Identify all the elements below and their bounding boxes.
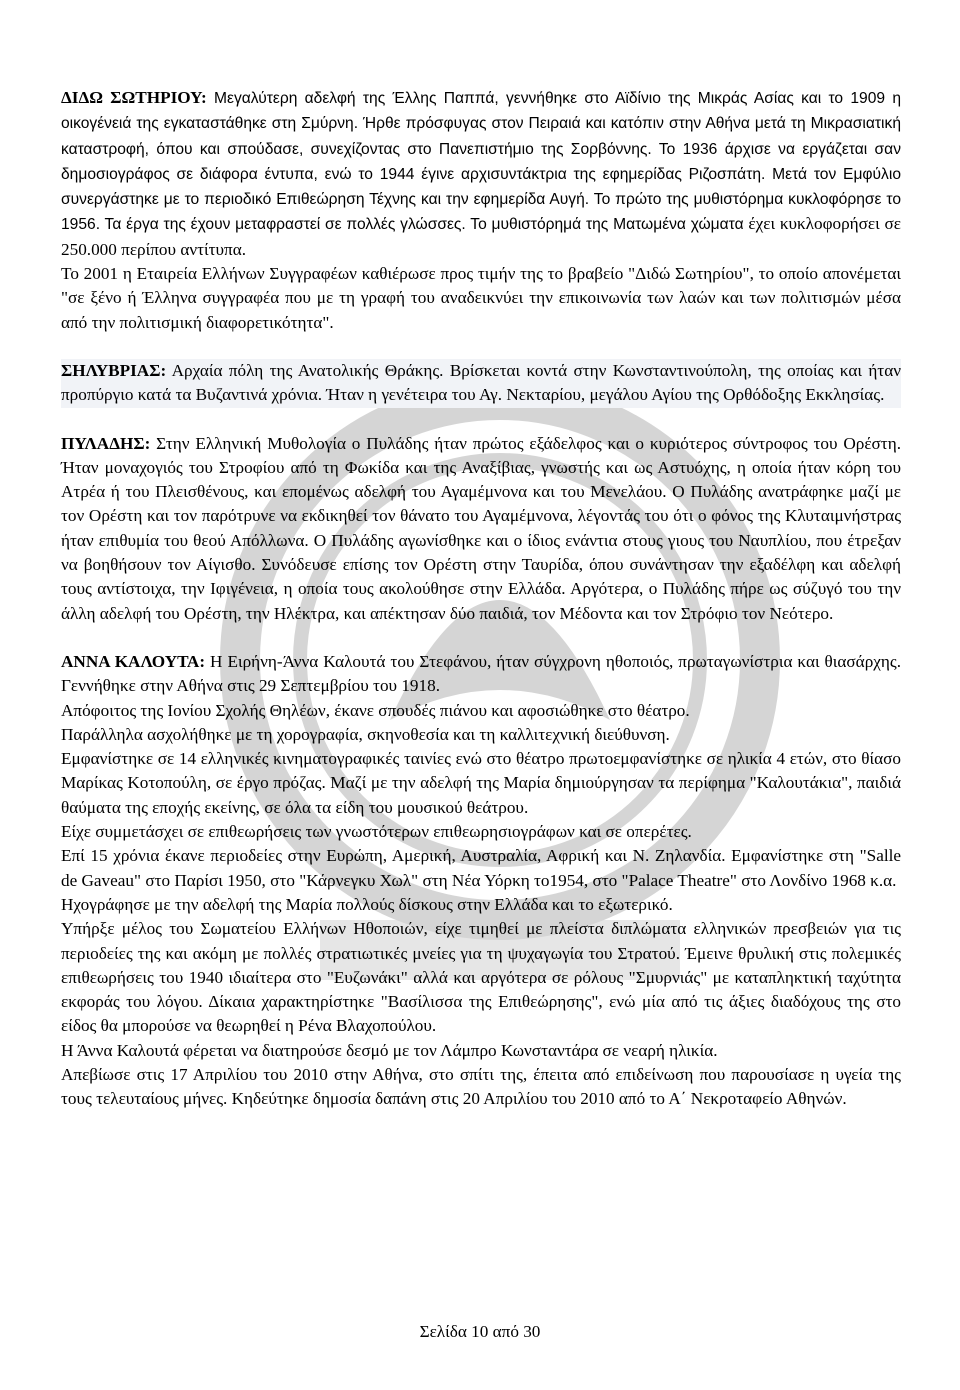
document-body [61,86,901,1136]
entry-paragraph: Είχε συμμετάσχει σε επιθεωρήσεις των γνωστότερων επιθεωρησιογράφων και σε οπερέτες. [61,822,692,842]
entry-text: Μεγαλύτερη αδελφή της Έλλης Παππά, γεννήθηκε στο Αϊδίνιο της Μικράς Ασίας και το 1909 η οικογένειά της εγκαταστάθηκε στη Σμύρνη. Ήρθε πρόσφυγας στον Πειραιά και κατόπιν στην Αθήνα μετά τη Μικρασιατική καταστροφή, όπου και σπούδασε, συνεχίζοντας στο Πανεπιστήμιο της Σορβόννης. Το 1936 άρχισε να εργάζεται σαν δημοσιογράφος σε διάφορα έντυπα, ενώ το 1944 έγινε αρχισυντάκτρια της εφημερίδας Ριζοσπάτη. Μετά τον Εμφύλιο συνεργάστηκε με το περιοδικό Επιθεώρηση Τέχνης και την εφημερίδα Αυγή. Το πρώτο της μυθιστόρημα κυκλοφόρησε το 1956. Τα έργα της έχουν μεταφραστεί σε πολλές γλώσσες. Το μυθιστόρημά της Ματωμένα χώματα [61,90,901,234]
entry-text: Η Ειρήνη-Άννα Καλουτά του Στεφάνου, ήταν σύγχρονη ηθοποιός, πρωταγωνίστρια και θιασάρχης. Γεννήθηκε στην Αθήνα στις 29 Σεπτεμβρίου του 1918. [61,651,901,696]
entry-paragraph [61,650,901,699]
page-footer: Σελίδα 10 από 30 [419,1322,541,1341]
entry-anna-kalouta [61,650,901,1112]
entry-silyvrias [61,359,901,408]
entry-pyladis [61,432,901,626]
entry-heading: ΔΙΔΩ ΣΩΤΗΡΙΟΥ: [61,88,207,107]
entry-heading: ΠΥΛΑΔΗΣ: [61,433,151,453]
entry-paragraph: Παράλληλα ασχολήθηκε με τη χορογραφία, σκηνοθεσία και τη καλλιτεχνική διεύθυνση. [61,724,670,744]
entry-paragraph: Απεβίωσε στις 17 Απριλίου του 2010 στην Αθήνα, στο σπίτι της, έπειτα από επιδείνωση που παρουσίασε η υγεία της τους τελευταίους μήνες. Κηδεύτηκε δημοσία δαπάνη στις 20 Απριλίου του 2010 από το Α΄ Νεκροταφείο Αθηνών. [61,1064,901,1109]
entry-paragraph: Εμφανίστηκε σε 14 ελληνικές κινηματογραφικές ταινίες ενώ στο θέατρο πρωτοεμφανίστηκε σε ηλικία 4 ετών, στο θίασο Μαρίκας Κοτοπούλη, σε έργο πρόζας. Μαζί με την αδελφή της Μαρία δημιούργησαν τα περίφημα "Καλουτάκια", παιδιά θαύματα της εποχής εκείνης, σε όλα τα είδη του μουσικού θεάτρου. [61,749,901,817]
entry-text: Στην Ελληνική Μυθολογία ο Πυλάδης ήταν πρώτος εξάδελφος και ο κυριότερος σύντροφος του Ορέστη. Ήταν μοναχογιός του Στροφίου από τη Φωκίδα και της Αναξίβιας, γνωστής και ως Αστυόχης, η οποία ήταν κόρη του Ατρέα ή του Πλεισθένους, και επομένως αδελφή του Αγαμέμνονα και του Μενελάου. Ο Πυλάδης ανατράφηκε μαζί με τον Ορέστη και τον παρότρυνε να εκδικηθεί τον θάνατο του Αγαμέμνονα, λέγοντάς του ότι ο φόνος της Κλυταιμνήστρας ήταν επιθυμία του θεού Απόλλωνα. Ο Πυλάδης αγωνίσθηκε και ο ίδιος ενάντια στους γιους του Ναυπλίου, που έτρεξαν να βοηθήσουν τον Αίγισθο. Συνόδευσε επίσης τον Ορέστη στην Ταυρίδα, όπου συνάντησαν την εξαδέλφη και αδελφή τους αντίστοιχα, την Ιφιγένεια, η οποία τους ακολούθησε στην Ελλάδα. Αργότερα, ο Πυλάδης πήρε ως σύζυγό του την άλλη αδελφή του Ορέστη, την Ηλέκτρα, και απέκτησαν δύο παιδιά, τον Μέδοντα και τον Στρόφιο τον Νεότερο. [61,433,901,623]
entry-paragraph [61,432,901,626]
entry-paragraph: Ηχογράφησε με την αδελφή της Μαρία πολλούς δίσκους στην Ελλάδα και το εξωτερικό. [61,894,673,914]
entry-text: έχει κυκλοφορήσει σε 250.000 περίπου αντίτυπα. [61,214,901,259]
entry-paragraph: Υπήρξε μέλος του Σωματείου Ελλήνων Ηθοποιών, είχε τιμηθεί με πλείστα διπλώματα ελληνικών πρεσβειών για τις περιοδείες της και ακόμη με πολλές στρατιωτικές μνείες για τη ψυχαγωγία του Στρατού. Έμεινε θρυλική στις πολεμικές επιθεωρήσεις του 1940 ιδιαίτερα στο "Ευζωνάκι" αλλά και αργότερα σε ρόλους "Σμυρνιάς" με καταπληκτική ταχύτητα εκφοράς του λόγου. Δίκαια χαρακτηρίστηκε "Βασίλισσα της Επιθεώρησης", ενώ μία από τις άξιες διαδόχους της στο είδος θα μπορούσε να θεωρηθεί η Ρένα Βλαχοπούλου. [61,919,901,1036]
entry-paragraph: Απόφοιτος της Ιονίου Σχολής Θηλέων, έκανε σπουδές πιάνου και αφοσιώθηκε στο θέατρο. [61,700,690,720]
entry-didw-sotiriou [61,86,901,335]
entry-paragraph: Το 2001 η Εταιρεία Ελλήνων Συγγραφέων καθιέρωσε προς τιμήν της το βραβείο "Διδώ Σωτηρίου", το οποίο απονέμεται "σε ξένο ή Έλληνα συγγραφέα που με τη γραφή του αναδεικνύει την επικοινωνία των λαών και των πολιτισμών μέσα από την πολιτισμική διαφορετικότητα". [61,264,901,332]
entry-paragraph: Επί 15 χρόνια έκανε περιοδείες στην Ευρώπη, Αμερική, Αυστραλία, Αφρική και Ν. Ζηλανδία. Εμφανίστηκε στη "Salle de Gaveau" στο Παρίσι 1950, στο "Κάρνεγκυ Χωλ" στη Νέα Υόρκη το1954, στο "Palace Theatre" στο Λονδίνο 1968 κ.α. [61,846,901,890]
entry-text: Αρχαία πόλη της Ανατολικής Θράκης. Βρίσκεται κοντά στην Κωνσταντινούπολη, της οποίας και ήταν προπύργιο κατά τα Βυζαντινά χρόνια. Ήταν η γενέτειρα του Αγ. Νεκταρίου, μεγάλου Αγίου της Ορθόδοξης Εκκλησίας. [61,360,901,405]
entry-heading: ΣΗΛΥΒΡΙΑΣ: [61,360,167,380]
entry-paragraph [61,359,901,408]
entry-paragraph [61,86,901,262]
entry-paragraph: Η Άννα Καλουτά φέρεται να διατηρούσε δεσμό με τον Λάμπρο Κωνσταντάρα σε νεαρή ηλικία. [61,1040,718,1060]
entry-heading: ΑΝΝΑ ΚΑΛΟΥΤΑ: [61,651,206,671]
